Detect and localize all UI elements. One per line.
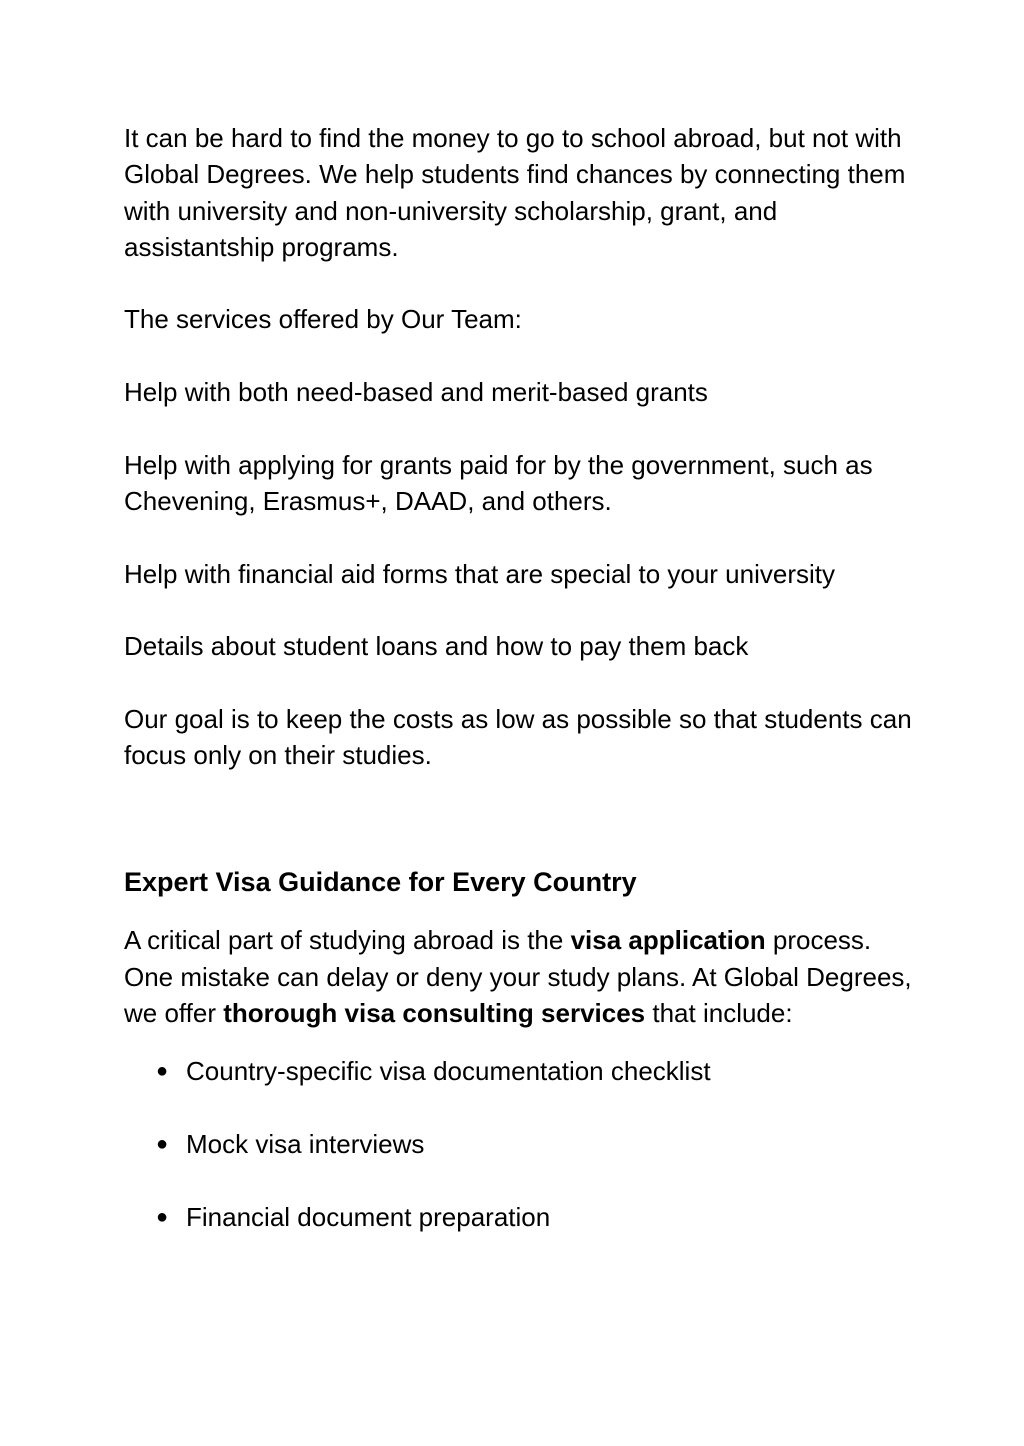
goal-paragraph: Our goal is to keep the costs as low as possible so that students can focus only on their studies. (124, 703, 912, 771)
visa-text-part: that include: (645, 997, 793, 1028)
spacer (124, 592, 914, 628)
service-item: Help with financial aid forms that are special to your university (124, 558, 835, 589)
list-item (156, 1199, 914, 1235)
spacer (124, 773, 914, 864)
visa-text-part: A critical part of studying abroad is the (124, 925, 571, 956)
list-item-label: Financial document preparation (186, 1202, 551, 1233)
spacer (124, 265, 914, 301)
list-item-label: Mock visa interviews (186, 1129, 425, 1160)
visa-section-heading: Expert Visa Guidance for Every Country (124, 867, 637, 898)
spacer (124, 519, 914, 555)
visa-text-part: process. One mistake can delay or deny your study plans. At Global Degrees, we offer (124, 925, 912, 1028)
spacer (124, 410, 914, 446)
list-item (156, 1126, 914, 1162)
bullet-icon: ● (156, 1133, 169, 1156)
intro-paragraph: It can be hard to find the money to go to school abroad, but not with Global Degrees. We help students find chances by connecting them with university and non-university scholarship, grant, and assistantship programs. (124, 123, 906, 262)
spacer (124, 338, 914, 374)
document-body (124, 120, 914, 1236)
visa-application-bold: visa application (570, 925, 766, 956)
spacer (124, 664, 914, 700)
list-item (156, 1053, 914, 1089)
visa-paragraph (124, 922, 914, 1031)
service-item: Details about student loans and how to pay them back (124, 631, 749, 662)
visa-services-list (124, 1053, 914, 1235)
spacer (124, 900, 914, 922)
spacer (124, 1031, 914, 1053)
bullet-icon: ● (156, 1206, 169, 1229)
list-item-label: Country-specific visa documentation checklist (186, 1056, 711, 1087)
bullet-icon: ● (156, 1060, 169, 1083)
services-lead: The services offered by Our Team: (124, 304, 522, 335)
service-item: Help with applying for grants paid for by the government, such as Chevening, Erasmus+, DAAD, and others. (124, 449, 873, 516)
visa-consulting-bold: thorough visa consulting services (223, 997, 646, 1028)
service-item: Help with both need-based and merit-based grants (124, 377, 708, 408)
